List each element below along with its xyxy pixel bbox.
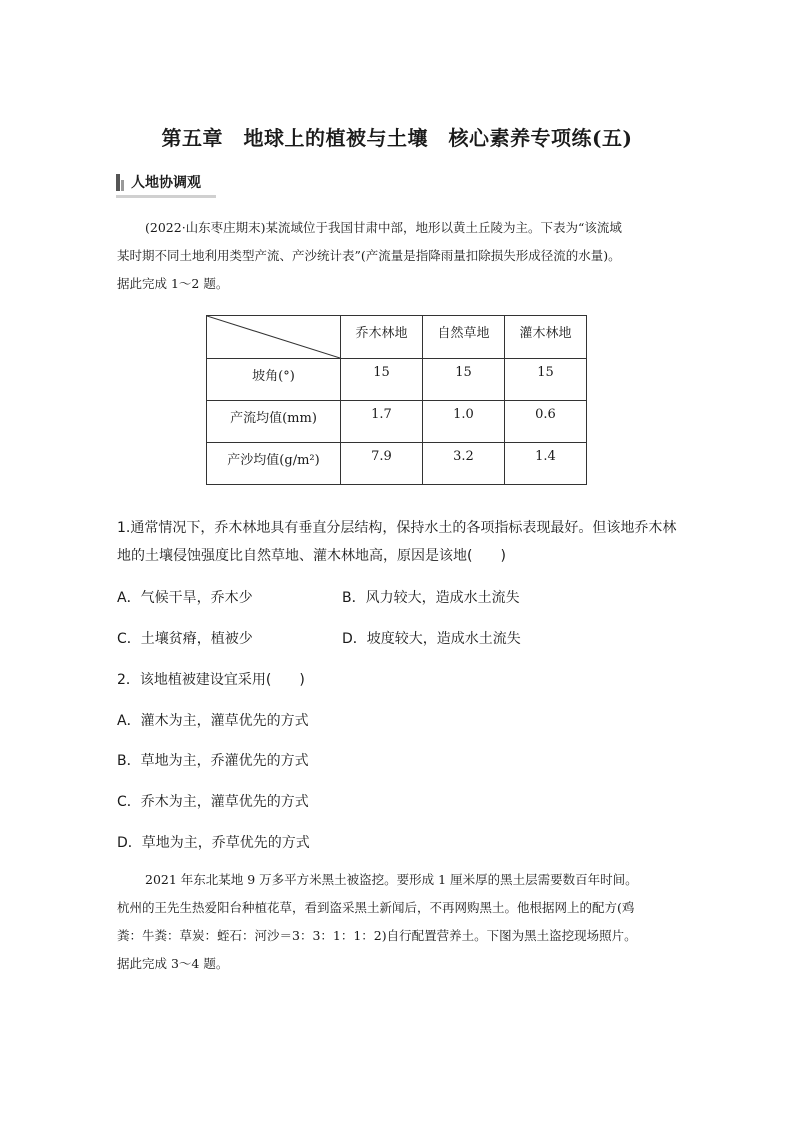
table-header-cell: 灌木林地	[505, 316, 587, 359]
section-heading	[116, 171, 201, 193]
q2-option-d[interactable]: D．草地为主，乔草优先的方式	[117, 835, 310, 851]
section-marker-icon	[116, 174, 125, 191]
table-cell: 15	[505, 359, 587, 401]
table-cell: 0.6	[505, 401, 587, 443]
diagonal-line-icon	[207, 316, 340, 358]
table-row	[207, 443, 587, 485]
intro1-line: 据此完成 1～2 题。	[117, 276, 229, 291]
table-row-label: 坡角(°)	[207, 359, 341, 401]
statistics-table	[206, 315, 587, 485]
table-cell: 15	[341, 359, 423, 401]
q2-option-c[interactable]: C．乔木为主，灌草优先的方式	[117, 794, 309, 810]
intro2-line: 2021 年东北某地 9 万多平方米黑土被盗挖。要形成 1 厘米厚的黑土层需要数百年时间。	[145, 872, 638, 887]
question-1-stem	[117, 514, 679, 570]
section-label: 人地协调观	[131, 175, 201, 191]
q1-line: 1.通常情况下，乔木林地具有垂直分层结构，保持水土的各项指标表现最好。但该地乔木林	[117, 520, 677, 536]
intro-paragraph-1	[117, 214, 679, 298]
intro1-line: (2022·山东枣庄期末)某流域位于我国甘肃中部，地形以黄土丘陵为主。下表为“该流域	[145, 220, 622, 235]
intro1-line: 某时期不同土地利用类型产流、产沙统计表”(产流量是指降雨量扣除损失形成径流的水量)。	[117, 248, 621, 263]
q2-option-a[interactable]: A．灌木为主，灌草优先的方式	[117, 713, 309, 729]
table-row	[207, 401, 587, 443]
table-row	[207, 359, 587, 401]
page-title: 第五章 地球上的植被与土壤 核心素养专项练(五)	[161, 126, 633, 150]
table-header-cell: 自然草地	[423, 316, 505, 359]
table-cell: 1.7	[341, 401, 423, 443]
q1-option-d[interactable]: D．坡度较大，造成水土流失	[342, 631, 521, 647]
table-cell: 15	[423, 359, 505, 401]
intro-paragraph-2	[117, 866, 679, 978]
table-cell: 3.2	[423, 443, 505, 485]
q1-option-b[interactable]: B．风力较大，造成水土流失	[342, 590, 520, 606]
table-header-cell: 乔木林地	[341, 316, 423, 359]
table-cell: 1.0	[423, 401, 505, 443]
q1-option-a[interactable]: A．气候干旱，乔木少	[117, 590, 253, 606]
table-row-label: 产流均值(mm)	[207, 401, 341, 443]
section-underline	[116, 195, 216, 198]
q1-option-c[interactable]: C．土壤贫瘠，植被少	[117, 631, 253, 647]
intro2-line: 杭州的王先生热爱阳台种植花草，看到盗采黑土新闻后，不再网购黑土。他根据网上的配方(鸡	[117, 900, 635, 915]
table-cell: 7.9	[341, 443, 423, 485]
table-row-label: 产沙均值(g/m²)	[207, 443, 341, 485]
table-corner-cell	[207, 316, 341, 359]
q1-line: 地的土壤侵蚀强度比自然草地、灌木林地高，原因是该地( )	[117, 548, 506, 564]
table-cell: 1.4	[505, 443, 587, 485]
intro2-line: 据此完成 3～4 题。	[117, 956, 229, 971]
q2-option-b[interactable]: B．草地为主，乔灌优先的方式	[117, 753, 309, 769]
question-2-stem: 2．该地植被建设宜采用( )	[117, 672, 305, 688]
table-header-row	[207, 316, 587, 359]
intro2-line: 粪：牛粪：草炭：蛭石：河沙＝3：3：1：1：2)自行配置营养土。下图为黑土盗挖现场照片。	[117, 928, 637, 943]
